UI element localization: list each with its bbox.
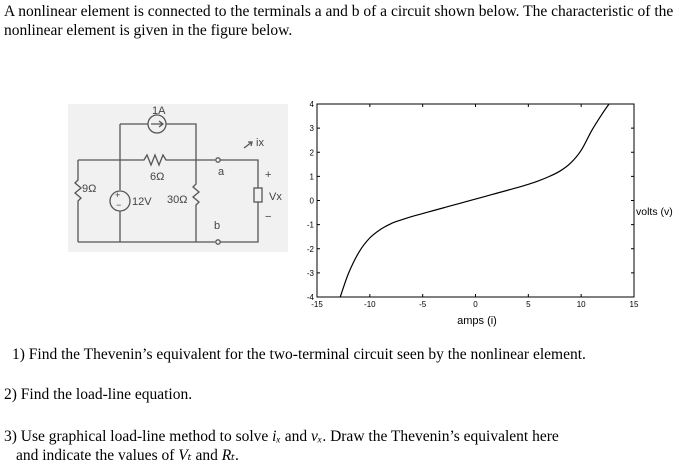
y-tick-label: -2 (306, 244, 314, 254)
r-left-label: 9Ω (82, 183, 97, 195)
x-tick-label: 10 (576, 300, 586, 309)
circuit-diagram (68, 104, 288, 252)
node-a-label: a (218, 166, 225, 178)
y-tick-label: 0 (309, 196, 314, 206)
ix-label: ix (256, 137, 264, 149)
question-2: 2) Find the load-line equation. (4, 386, 193, 403)
problem-intro: A nonlinear element is connected to the terminals a and b of a circuit shown below. The characteristic of the nonlinear element is given in the figure below. (4, 3, 674, 39)
svg-text:−: − (116, 200, 122, 210)
x-tick-label: -15 (311, 300, 323, 309)
q3-rt: Rₜ (221, 446, 235, 464)
vx-label: Vx (269, 191, 282, 203)
q3-pre: 3) Use graphical load-line method to solve (4, 428, 273, 445)
x-tick-label: 0 (473, 300, 478, 309)
y-tick-label: 3 (309, 124, 314, 134)
y-tick-label: 1 (309, 172, 314, 182)
q3-line2-and: and (191, 446, 222, 464)
q3-ix: iₓ (272, 428, 281, 445)
x-tick-label: 15 (629, 300, 639, 309)
v-source-label: 12V (132, 196, 152, 208)
q3-vt: Vₜ (178, 446, 192, 464)
x-tick-label: -5 (419, 300, 427, 309)
q3-line2 (4, 447, 559, 466)
r-mid-label: 30Ω (167, 194, 188, 206)
y-axis-label: volts (v) (636, 206, 673, 218)
y-tick-label: -1 (306, 220, 314, 230)
x-axis-label: amps (i) (457, 315, 497, 327)
x-tick-label: -10 (364, 300, 376, 309)
y-tick-label: -3 (306, 268, 314, 278)
plus-label: + (265, 169, 272, 181)
q3-vx: vₓ (311, 428, 323, 445)
q3-post: . Draw the Thevenin’s equivalent here (322, 428, 559, 445)
y-tick-label: 4 (309, 100, 314, 109)
question-1: 1) Find the Thevenin’s equivalent for the two-terminal circuit seen by the nonlinear element. (12, 346, 586, 363)
y-tick-label: 2 (309, 148, 314, 158)
q3-line2-post: . (235, 446, 239, 464)
svg-text:+: + (115, 190, 121, 200)
current-source-label: 1A (152, 105, 166, 117)
question-3 (4, 428, 559, 465)
node-b-label: b (214, 220, 221, 232)
y-tick-label: -4 (306, 293, 314, 302)
r-top-label: 6Ω (150, 171, 165, 183)
q3-and: and (280, 428, 312, 445)
q3-line2-pre: and indicate the values of (16, 446, 179, 464)
plot-frame (317, 104, 634, 297)
iv-characteristic-chart (280, 98, 679, 328)
minus-label: − (265, 211, 272, 223)
x-tick-label: 5 (526, 300, 531, 309)
